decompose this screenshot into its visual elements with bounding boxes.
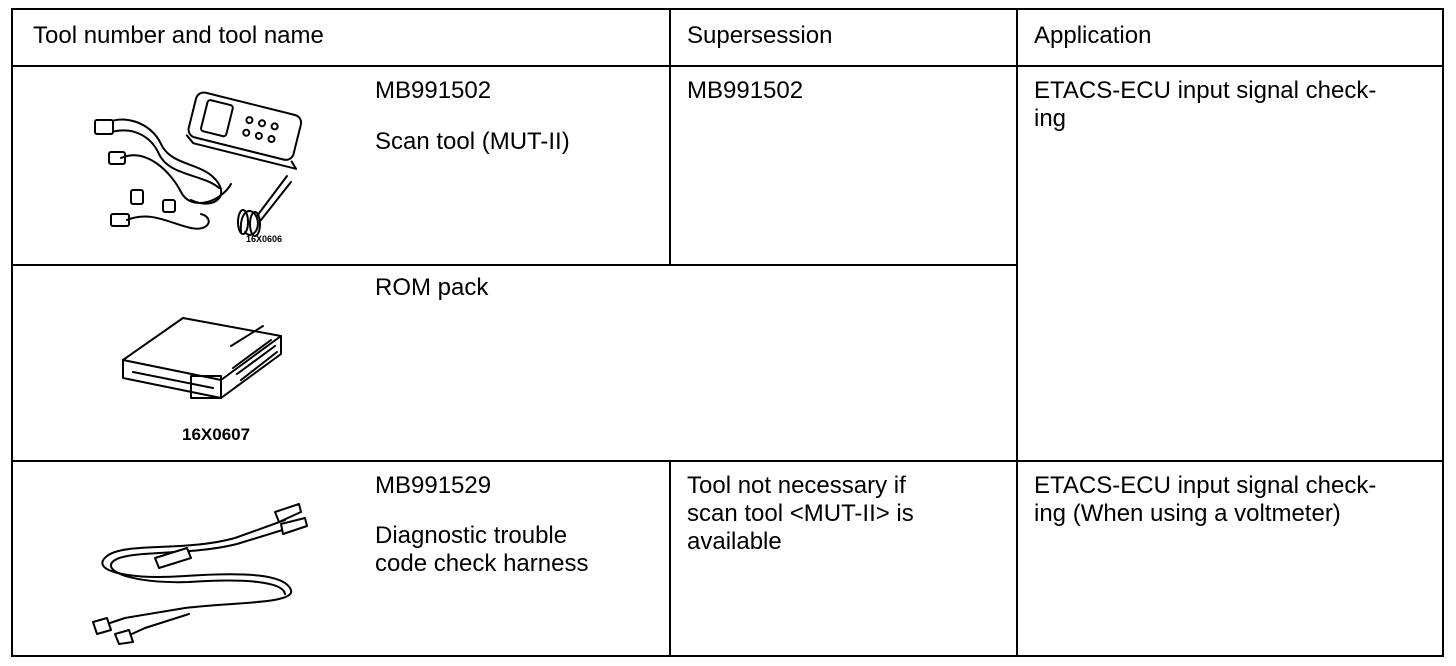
row1-tool-number: MB991502 [375, 77, 492, 104]
row3-supersession: Tool not necessary if scan tool <MUT-II> is available [687, 472, 914, 555]
row1-supersession: MB991502 [687, 77, 804, 104]
scan-tool-figure-code: 16X0606 [246, 234, 283, 244]
header-application: Application [1034, 22, 1152, 49]
row3-tool-name: Diagnostic trouble code check harness [375, 522, 589, 577]
check-harness-illustration [85, 494, 315, 644]
header-supersession: Supersession [687, 22, 833, 49]
scan-tool-illustration [91, 92, 291, 252]
row1-divider [13, 264, 1017, 266]
rom-pack-figure-code: 16X0607 [182, 425, 251, 444]
header-tool: Tool number and tool name [33, 22, 324, 49]
header-divider [13, 65, 1442, 67]
col1-divider-top [669, 10, 671, 266]
rom-pack-illustration [113, 306, 303, 416]
row3-tool-number: MB991529 [375, 472, 492, 499]
col2-divider [1016, 10, 1018, 655]
col1-divider-bottom [669, 460, 671, 655]
row1-application: ETACS-ECU input signal check- ing [1034, 77, 1377, 132]
special-tools-table [11, 8, 1444, 657]
row3-application: ETACS-ECU input signal check- ing (When using a voltmeter) [1034, 472, 1377, 527]
row2-divider [13, 460, 1442, 462]
row1-tool-name: Scan tool (MUT-II) [375, 128, 570, 155]
row2-tool-name: ROM pack [375, 274, 489, 301]
